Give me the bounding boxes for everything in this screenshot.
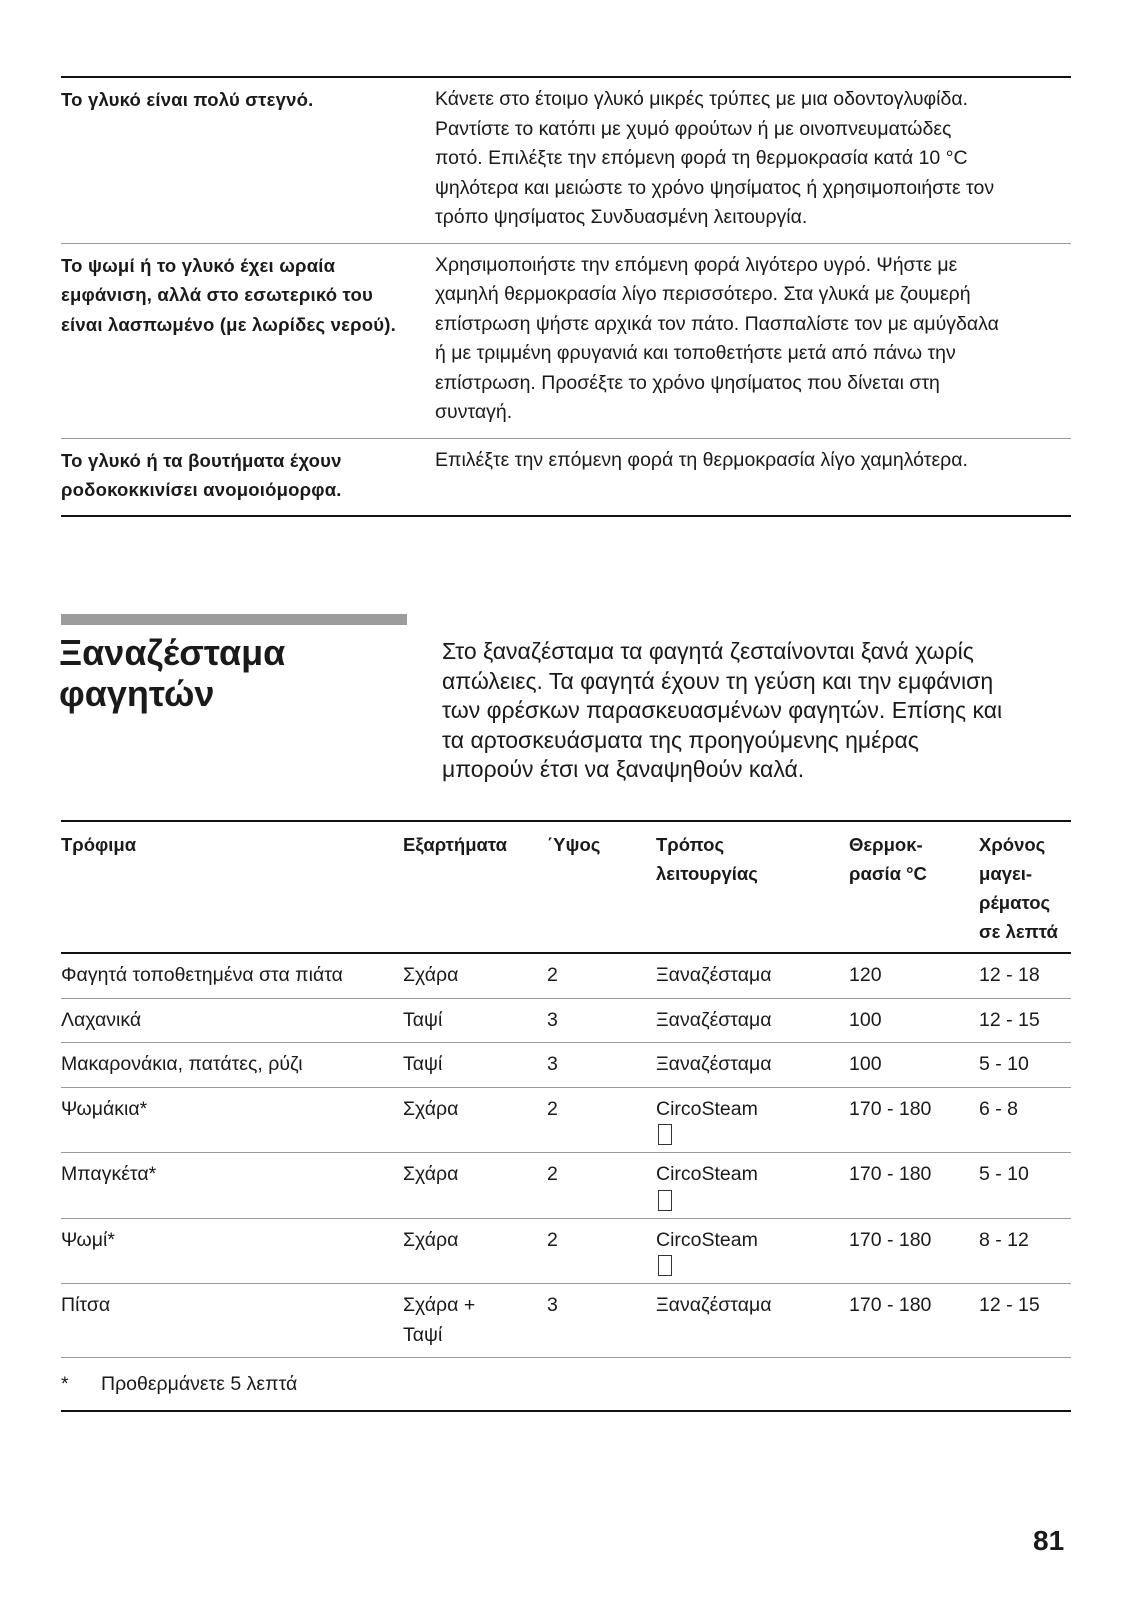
header-time: Χρόνος μαγει- ρέματος σε λεπτά [979, 834, 1058, 942]
trouble-row [61, 76, 1071, 243]
cell-time: 12 - 15 [979, 1294, 1040, 1316]
cell-temperature: 170 - 180 [849, 1228, 932, 1251]
footnote [61, 1358, 1071, 1410]
table-row [61, 1219, 1071, 1285]
cell-time: 6 - 8 [979, 1097, 1019, 1120]
cell-mode: CircoSteam [656, 1153, 849, 1218]
cause-line: ροδοκοκκινίσει ανομοιόμορφα. [61, 479, 342, 500]
cell-accessories: Σχάρα [403, 1228, 459, 1251]
remedy-line: Κάνετε στο έτοιμο γλυκό μικρές τρύπες με μια οδοντογλυφίδα. [435, 88, 969, 110]
table-row [61, 999, 1071, 1044]
cell-food: Μπαγκέτα* [61, 1163, 157, 1185]
intro-line: Στο ξαναζέσταμα τα φαγητά ζεσταίνονται ξανά χωρίς [442, 638, 974, 664]
header-temperature: Θερμοκ- ρασία °C [849, 834, 927, 884]
cell-time: 5 - 10 [979, 1163, 1029, 1185]
table-header-row [61, 822, 1071, 954]
table-row [61, 1043, 1071, 1088]
cell-time: 12 - 15 [979, 1008, 1040, 1031]
cell-temperature: 120 [849, 964, 882, 986]
steam-icon [658, 1124, 672, 1145]
header-mode: Τρόπος λειτουργίας [656, 834, 758, 884]
remedy-line: Χρησιμοποιήστε την επόμενη φορά λιγότερο υγρό. Ψήστε με [435, 253, 958, 276]
remedy-line: επίστρωση. Προσέξτε το χρόνο ψησίματος που δίνεται στη [435, 371, 940, 394]
cell-time: 8 - 12 [979, 1228, 1029, 1251]
reheating-table [61, 820, 1071, 1412]
cell-temperature: 100 [849, 1053, 882, 1075]
cause-line: Το γλυκό είναι πολύ στεγνό. [61, 89, 314, 110]
remedy-line: συνταγή. [435, 401, 513, 423]
remedy-line: ή με τριμμένη φρυγανιά και τοποθετήστε μετά από πάνω την [435, 342, 956, 364]
cell-level: 3 [547, 1053, 558, 1075]
cause-line: είναι λασπωμένο (με λωρίδες νερού). [61, 313, 396, 335]
section-divider-bar [61, 614, 407, 625]
trouble-cause [61, 439, 435, 515]
table-row [61, 954, 1071, 999]
intro-line: των φρέσκων παρασκευασμένων φαγητών. Επίσης και [442, 697, 1003, 723]
cause-line: εμφάνιση, αλλά στο εσωτερικό του [61, 284, 373, 305]
section-intro [442, 637, 1072, 785]
cell-mode: Ξαναζέσταμα [656, 1053, 772, 1075]
remedy-line: Ραντίστε το κατόπι με χυμό φρούτων ή με οινοπνευματώδες [435, 117, 952, 140]
cell-level: 3 [547, 1294, 558, 1316]
cell-level: 2 [547, 1228, 558, 1251]
cell-mode: Ξαναζέσταμα [656, 964, 772, 986]
cell-temperature: 170 - 180 [849, 1163, 932, 1185]
trouble-cause [61, 78, 435, 243]
trouble-row [61, 243, 1071, 438]
footnote-text: Προθερμάνετε 5 λεπτά [101, 1373, 298, 1395]
remedy-line: χαμηλή θερμοκρασία λίγο περισσότερο. Στα γλυκά με ζουμερή [435, 283, 971, 305]
trouble-cause [61, 244, 435, 438]
header-accessories: Εξαρτήματα [403, 834, 508, 855]
trouble-remedy [435, 244, 1071, 438]
cell-accessories: Ταψί [403, 1053, 443, 1075]
trouble-remedy [435, 78, 1071, 243]
steam-icon [658, 1190, 672, 1211]
remedy-line: Επιλέξτε την επόμενη φορά τη θερμοκρασία λίγο χαμηλότερα. [435, 448, 968, 471]
cell-food: Ψωμάκια* [61, 1097, 148, 1120]
footnote-mark: * [61, 1373, 69, 1395]
cell-level: 2 [547, 964, 558, 986]
intro-line: τα αρτοσκευάσματα της προηγούμενης ημέρας [442, 726, 919, 753]
remedy-line: ποτό. Επιλέξτε την επόμενη φορά τη θερμοκρασία κατά 10 °C [435, 147, 968, 169]
cell-food: Ψωμί* [61, 1228, 115, 1251]
trouble-remedy [435, 439, 1071, 515]
cell-food: Φαγητά τοποθετημένα στα πιάτα [61, 964, 343, 986]
section-title-line: Ξαναζέσταμα [59, 632, 286, 673]
cell-accessories: Ταψί [403, 1008, 443, 1031]
intro-line: μπορούν έτσι να ξαναψηθούν καλά. [442, 756, 805, 782]
cell-mode: CircoSteam [656, 1088, 849, 1153]
cell-accessories: Σχάρα [403, 964, 459, 986]
steam-icon [658, 1255, 672, 1276]
cell-mode: Ξαναζέσταμα [656, 1008, 772, 1031]
cell-food: Μακαρονάκια, πατάτες, ρύζι [61, 1053, 303, 1075]
header-level: ΄Υψος [547, 834, 601, 855]
remedy-line: ψηλότερα και μειώστε το χρόνο ψησίματος ή χρησιμοποιήστε τον [435, 176, 995, 199]
troubleshooting-table [61, 76, 1071, 517]
table-row [61, 1088, 1071, 1154]
table-row [61, 1153, 1071, 1219]
cell-level: 2 [547, 1097, 558, 1120]
cell-food: Πίτσα [61, 1294, 111, 1316]
section-title [59, 632, 285, 714]
cell-temperature: 170 - 180 [849, 1097, 932, 1120]
page-number: 81 [1033, 1525, 1065, 1556]
cell-accessories: Σχάρα [403, 1163, 459, 1185]
cell-level: 2 [547, 1163, 558, 1185]
cell-temperature: 100 [849, 1008, 882, 1031]
cell-time: 5 - 10 [979, 1053, 1029, 1075]
cause-line: Το γλυκό ή τα βουτήματα έχουν [61, 449, 342, 471]
cell-temperature: 170 - 180 [849, 1294, 932, 1316]
trouble-row [61, 438, 1071, 517]
cell-mode: CircoSteam [656, 1219, 849, 1284]
cause-line: Το ψωμί ή το γλυκό έχει ωραία [61, 254, 336, 276]
cell-time: 12 - 18 [979, 964, 1040, 986]
cell-level: 3 [547, 1008, 558, 1031]
remedy-line: επίστρωση ψήστε αρχικά τον πάτο. Πασπαλίστε τον με αμύγδαλα [435, 312, 999, 335]
section-title-line: φαγητών [59, 673, 215, 714]
table-body [61, 954, 1071, 1358]
intro-line: απώλειες. Τα φαγητά έχουν τη γεύση και την εμφάνιση [442, 667, 994, 694]
cell-accessories: Σχάρα [403, 1097, 459, 1120]
header-food: Τρόφιμα [61, 834, 137, 855]
remedy-line: τρόπο ψησίματος Συνδυασμένη λειτουργία. [435, 206, 808, 228]
cell-accessories: Σχάρα + Ταψί [403, 1294, 476, 1346]
table-row [61, 1284, 1071, 1358]
cell-mode: Ξαναζέσταμα [656, 1294, 772, 1316]
cell-food: Λαχανικά [61, 1008, 142, 1031]
